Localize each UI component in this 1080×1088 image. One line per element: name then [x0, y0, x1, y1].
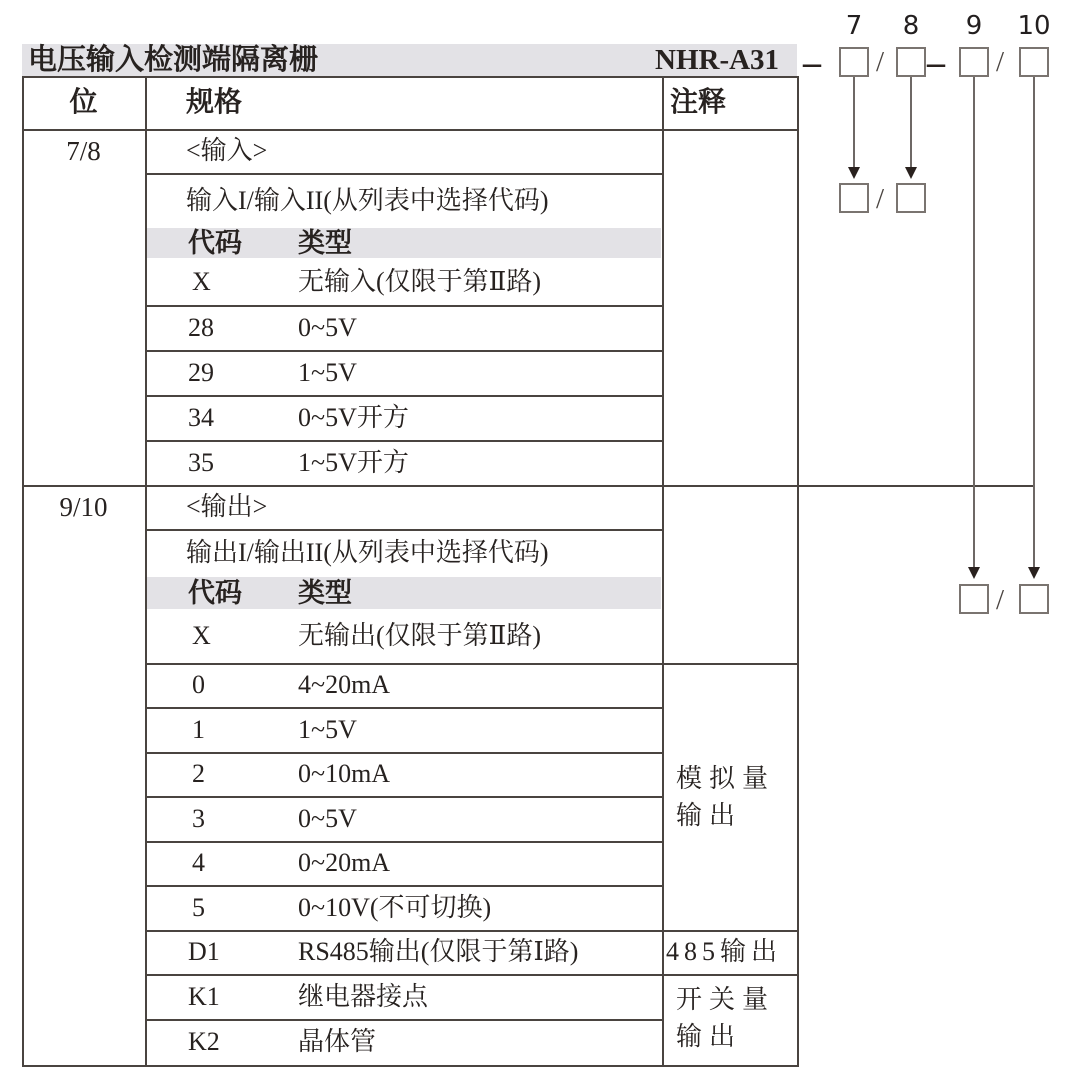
output-code-box-2: [1019, 584, 1049, 614]
arrowhead-8: [905, 167, 917, 179]
code-cell: 35: [188, 448, 214, 477]
arrow-line-8: [910, 77, 912, 167]
slash-separator: /: [996, 584, 1005, 616]
arrow-line-9: [973, 77, 975, 567]
table-line: [145, 707, 662, 709]
table-right-border: [797, 76, 799, 1067]
col-header-position: 位: [69, 87, 98, 118]
code-cell: 3: [192, 804, 205, 833]
select-hint: 输出I/输出II(从列表中选择代码): [186, 538, 549, 567]
type-cell: 4~20mA: [298, 670, 391, 699]
table-line: [145, 752, 662, 754]
code-cell: 34: [188, 403, 214, 432]
type-cell: 0~5V: [298, 313, 357, 342]
code-cell: 28: [188, 313, 214, 342]
position-cell: 7/8: [66, 136, 101, 166]
table-line: [145, 305, 662, 307]
page-title: 电压输入检测端隔离栅: [28, 44, 319, 76]
input-code-box-2: [896, 183, 926, 213]
arrow-line-10: [1033, 77, 1035, 567]
type-cell: 0~10V(不可切换): [298, 893, 492, 922]
code-box-9: [959, 47, 989, 77]
code-cell: X: [192, 621, 211, 650]
slash-separator: /: [996, 46, 1005, 78]
code-box-10: [1019, 47, 1049, 77]
table-line: [145, 350, 662, 352]
code-header: 代码: [188, 578, 242, 608]
column-divider: [662, 76, 664, 1067]
code-cell: X: [192, 267, 211, 296]
slash-separator: /: [876, 46, 885, 78]
table-line: [145, 974, 797, 976]
code-cell: K1: [188, 982, 220, 1011]
note-485-output: 485输出: [666, 937, 783, 966]
table-bottom-border: [22, 1065, 797, 1067]
note-analog-output-line2: 输出: [676, 801, 743, 830]
note-analog-output-line1: 模拟量: [676, 764, 776, 793]
code-box-8: [896, 47, 926, 77]
type-cell: 1~5V开方: [298, 448, 409, 477]
code-cell: 5: [192, 893, 205, 922]
type-cell: RS485输出(仅限于第Ⅰ路): [298, 937, 579, 966]
model-code: NHR-A31: [655, 44, 780, 76]
type-cell: 0~10mA: [298, 759, 391, 788]
group-label: <输入>: [186, 136, 268, 165]
arrowhead-9: [968, 567, 980, 579]
arrow-line-7: [853, 77, 855, 167]
digit-label-9: 9: [965, 11, 983, 41]
type-header: 类型: [298, 578, 352, 608]
input-code-box-1: [839, 183, 869, 213]
type-cell: 无输入(仅限于第Ⅱ路): [298, 267, 541, 296]
code-box-7: [839, 47, 869, 77]
column-divider: [145, 76, 147, 1067]
type-cell: 1~5V: [298, 715, 357, 744]
type-cell: 无输出(仅限于第Ⅱ路): [298, 621, 541, 650]
slash-separator: /: [876, 183, 885, 215]
section-divider-line: [22, 485, 1034, 487]
arrowhead-10: [1028, 567, 1040, 579]
table-line: [145, 1019, 662, 1021]
group-label: <输出>: [186, 492, 268, 521]
position-cell: 9/10: [59, 492, 108, 522]
type-cell: 继电器接点: [298, 982, 429, 1011]
code-cell: 2: [192, 759, 205, 788]
note-switch-output-line1: 开关量: [676, 985, 776, 1014]
select-hint: 输入I/输入II(从列表中选择代码): [186, 186, 549, 215]
code-cell: 29: [188, 358, 214, 387]
type-cell: 0~20mA: [298, 848, 391, 877]
dash-separator: –: [803, 42, 821, 82]
table-left-border: [22, 76, 24, 1067]
digit-label-7: 7: [845, 11, 863, 41]
type-cell: 晶体管: [298, 1027, 377, 1056]
digit-label-8: 8: [902, 11, 920, 41]
arrowhead-7: [848, 167, 860, 179]
table-line: [145, 663, 797, 665]
col-header-spec: 规格: [186, 87, 243, 118]
digit-label-10: 10: [1017, 11, 1051, 41]
type-cell: 1~5V: [298, 358, 357, 387]
code-header: 代码: [188, 228, 242, 258]
code-cell: 0: [192, 670, 205, 699]
table-line: [145, 796, 662, 798]
code-cell: 4: [192, 848, 205, 877]
type-cell: 0~5V开方: [298, 403, 409, 432]
type-cell: 0~5V: [298, 804, 357, 833]
dash-separator: –: [927, 42, 945, 82]
col-header-note: 注释: [670, 87, 727, 118]
note-switch-output-line2: 输出: [676, 1022, 743, 1051]
table-line: [145, 841, 662, 843]
code-cell: D1: [188, 937, 220, 966]
output-code-box-1: [959, 584, 989, 614]
code-cell: K2: [188, 1027, 220, 1056]
type-header: 类型: [298, 228, 352, 258]
code-cell: 1: [192, 715, 205, 744]
